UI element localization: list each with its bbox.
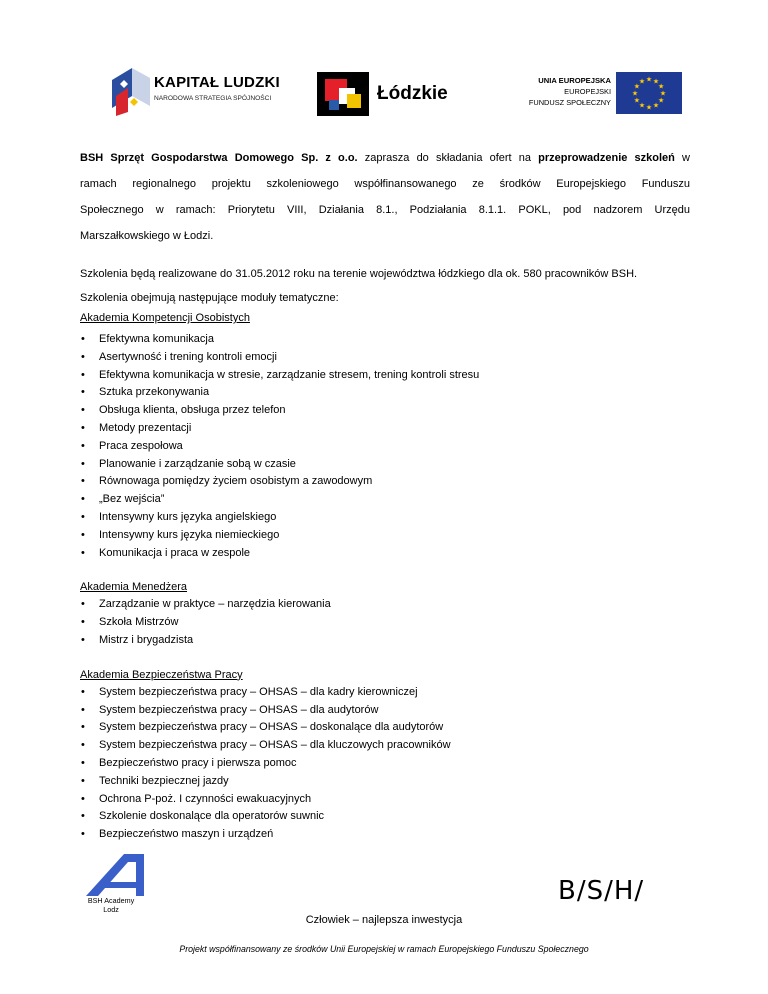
eu-star-icon: ★	[633, 83, 641, 91]
list-item: • Planowanie i zarządzanie sobą w czasie	[80, 456, 690, 474]
bsh-academy-logo	[78, 852, 148, 916]
list-item: • System bezpieczeństwa pracy – OHSAS – dla kluczowych pracowników	[80, 737, 690, 755]
list-item: • Praca zespołowa	[80, 438, 690, 456]
kapital-ludzki-title: KAPITAŁ LUDZKI	[154, 74, 280, 91]
list-item: • Sztuka przekonywania	[80, 384, 690, 402]
list-kompetencje	[80, 331, 690, 562]
lodzkie-emblem-icon	[317, 72, 369, 116]
list-item: • System bezpieczeństwa pracy – OHSAS – dla kadry kierowniczej	[80, 684, 690, 702]
section-title-bezpieczenstwo: Akademia Bezpieczeństwa Pracy	[80, 668, 243, 681]
section-title-kompetencje: Akademia Kompetencji Osobistych	[80, 312, 250, 324]
eu-star-icon: ★	[657, 97, 665, 105]
document-body	[80, 145, 690, 844]
cofinancing-note: Projekt współfinansowany ze środków Unii Europejskiej w ramach Europejskiego Funduszu Społecznego	[179, 944, 589, 954]
eu-star-icon: ★	[659, 90, 667, 98]
lodzkie-wordmark: Łódzkie	[377, 83, 448, 104]
eu-star-icon: ★	[645, 76, 653, 84]
list-item: • Równowaga pomiędzy życiem osobistym a zawodowym	[80, 473, 690, 491]
intro-highlight: przeprowadzenie szkoleń	[538, 152, 675, 164]
eu-star-icon: ★	[645, 104, 653, 112]
tagline: Człowiek – najlepsza inwestycja	[305, 914, 463, 926]
list-item: • Bezpieczeństwo pracy i pierwsza pomoc	[80, 755, 690, 773]
kapital-ludzki-subtitle: NARODOWA STRATEGIA SPÓJNOŚCI	[154, 95, 272, 102]
intro-line-2: ramach regionalnego projektu szkoleniowego współfinansowanego ze środków Europejskiego Funduszu	[80, 178, 690, 190]
list-item: • „Bez wejścia”	[80, 491, 690, 509]
list-item: • Komunikacja i praca w zespole	[80, 545, 690, 563]
intro-line-1: BSH Sprzęt Gospodarstwa Domowego Sp. z o.o. zaprasza do składania ofert na przeprowadzenie szkoleń w	[80, 152, 691, 164]
section-title-menedzer: Akademia Menedżera	[80, 581, 188, 594]
list-item: • System bezpieczeństwa pracy – OHSAS – doskonalące dla audytorów	[80, 719, 690, 737]
eu-star-icon: ★	[638, 102, 646, 110]
list-item: • Asertywność i trening kontroli emocji	[80, 349, 690, 367]
intro-line-4: Marszałkowskiego w Łodzi.	[80, 230, 214, 242]
list-menedzer	[80, 596, 690, 649]
company-name: BSH Sprzęt Gospodarstwa Domowego Sp. z o.o.	[80, 152, 358, 164]
eu-star-icon: ★	[652, 102, 660, 110]
eu-line-2: EUROPEJSKI	[564, 87, 611, 96]
intro-line-3: Społecznego w ramach: Priorytetu VIII, Działania 8.1., Podziałania 8.1.1. POKL, pod nadzorem Urzędu	[80, 204, 690, 216]
kapital-ludzki-logo	[110, 66, 290, 116]
eu-star-icon: ★	[652, 78, 660, 86]
eu-star-icon: ★	[657, 83, 665, 91]
bsh-academy-emblem-icon	[82, 852, 148, 898]
eu-star-icon: ★	[631, 90, 639, 98]
eu-flag-icon	[616, 72, 682, 114]
paragraph-deadline: Szkolenia będą realizowane do 31.05.2012 roku na terenie województwa łódzkiego dla ok. 580 pracowników BSH.	[80, 268, 638, 280]
kapital-ludzki-emblem-icon	[110, 66, 152, 116]
list-item: • Efektywna komunikacja	[80, 331, 690, 349]
eu-line-3: FUNDUSZ SPOŁECZNY	[528, 98, 611, 107]
list-item: • Obsługa klienta, obsługa przez telefon	[80, 402, 690, 420]
list-item: • Intensywny kurs języka niemieckiego	[80, 527, 690, 545]
list-bezpieczenstwo	[80, 684, 690, 844]
list-item: • Szkolenie doskonalące dla operatorów suwnic	[80, 808, 690, 826]
list-item: • Techniki bezpiecznej jazdy	[80, 773, 690, 791]
eu-efs-logo	[515, 72, 685, 116]
list-item: • Bezpieczeństwo maszyn i urządzeń	[80, 826, 690, 844]
list-item: • Efektywna komunikacja w stresie, zarządzanie stresem, trening kontroli stresu	[80, 367, 690, 385]
lodzkie-logo	[317, 72, 465, 116]
eu-text	[529, 75, 611, 108]
eu-line-1: UNIA EUROPEJSKA	[538, 76, 611, 85]
list-item: • Intensywny kurs języka angielskiego	[80, 509, 690, 527]
list-item: • Mistrz i brygadzista	[80, 632, 690, 650]
eu-star-icon: ★	[633, 97, 641, 105]
list-item: • Szkoła Mistrzów	[80, 614, 690, 632]
bsh-academy-text: BSH Academy Lodz	[87, 896, 135, 914]
list-item: • Ochrona P-poż. I czynności ewakuacyjnych	[80, 791, 690, 809]
list-item: • System bezpieczeństwa pracy – OHSAS – dla audytorów	[80, 702, 690, 720]
list-item: • Zarządzanie w praktyce – narzędzia kierowania	[80, 596, 690, 614]
list-item: • Metody prezentacji	[80, 420, 690, 438]
eu-star-icon: ★	[638, 78, 646, 86]
paragraph-modules: Szkolenia obejmują następujące moduły tematyczne:	[80, 292, 339, 304]
bsh-logo: B/S/H/	[558, 876, 645, 906]
